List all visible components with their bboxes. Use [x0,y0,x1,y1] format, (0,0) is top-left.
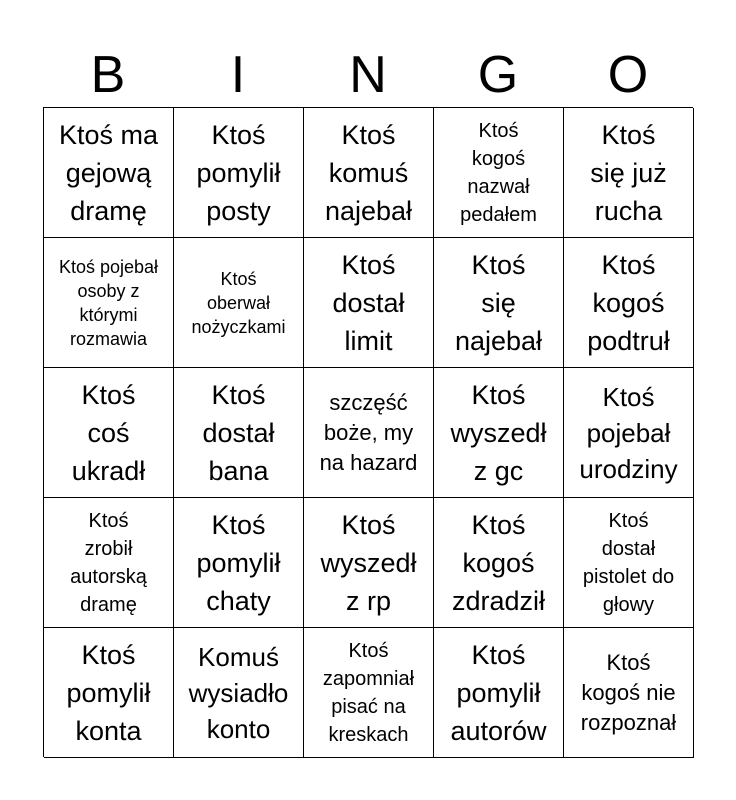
bingo-cell[interactable] [44,368,174,498]
bingo-cell[interactable] [174,628,304,758]
bingo-card-grid [43,107,693,757]
bingo-cell-text: Ktoś kogoś podtruł [587,249,670,356]
header-letter-n: N [349,46,387,104]
bingo-cell[interactable] [304,368,434,498]
bingo-cell-text: Ktoś kogoś zdradził [451,509,546,616]
bingo-cell-text: Ktoś zapomniał pisać na kreskach [322,639,415,746]
bingo-cell[interactable] [44,108,174,238]
header-letter-i: I [230,46,246,104]
bingo-cell[interactable] [564,628,694,758]
bingo-cell-text: Ktoś kogoś nazwał pedałem [460,119,537,226]
bingo-cell-text: Ktoś pojebał osoby z którymi rozmawia [58,256,159,349]
bingo-cell[interactable] [434,238,564,368]
bingo-cell-text: Ktoś zrobił autorską dramę [70,509,147,616]
bingo-cell[interactable] [564,238,694,368]
bingo-cell[interactable] [564,108,694,238]
bingo-cell[interactable] [564,368,694,498]
bingo-cell-text: Ktoś się już rucha [590,119,667,226]
bingo-cell[interactable] [174,368,304,498]
bingo-cell-text: Ktoś komuś najebał [324,119,413,226]
bingo-cell[interactable] [434,498,564,628]
bingo-cell-text: Ktoś oberwał nożyczkami [191,268,286,337]
bingo-cell-text: Ktoś dostał limit [332,249,405,356]
bingo-cell-text: Ktoś pomylił chaty [196,509,281,616]
bingo-cell-text: Ktoś pomylił autorów [450,639,547,746]
bingo-cell-text: Ktoś pojebał urodziny [579,381,678,484]
bingo-cell[interactable] [434,628,564,758]
bingo-cell-text: Ktoś coś ukradł [71,379,146,486]
bingo-cell-text: Ktoś się najebał [454,249,543,356]
bingo-cell[interactable] [44,498,174,628]
bingo-cell-text: Ktoś pomylił konta [66,639,151,746]
bingo-cell[interactable] [434,108,564,238]
bingo-cell-text: Ktoś pomylił posty [196,119,281,226]
bingo-cell[interactable] [304,498,434,628]
bingo-cell[interactable] [174,498,304,628]
header-letter-o: O [607,46,649,104]
header-letter-g: G [477,46,519,104]
bingo-cell[interactable] [44,628,174,758]
bingo-cell[interactable] [304,238,434,368]
bingo-cell[interactable] [564,498,694,628]
bingo-cell-text: Ktoś ma gejową dramę [58,119,159,226]
bingo-cell[interactable] [304,628,434,758]
bingo-cell-text: Ktoś dostał bana [202,379,275,486]
header-letter-b: B [90,46,126,104]
bingo-cell-text: Ktoś wyszedł z gc [450,379,547,486]
bingo-cell[interactable] [434,368,564,498]
bingo-header [43,44,693,106]
bingo-cell-text: szczęść boże, my na hazard [319,389,418,475]
bingo-cell[interactable] [44,238,174,368]
bingo-cell[interactable] [304,108,434,238]
bingo-cell-text: Ktoś dostał pistolet do głowy [582,509,675,616]
bingo-cell[interactable] [174,238,304,368]
bingo-cell[interactable] [174,108,304,238]
bingo-cell-text: Komuś wysiadło konto [188,641,289,744]
bingo-cell-text: Ktoś kogoś nie rozpoznał [580,649,677,735]
bingo-cell-text: Ktoś wyszedł z rp [320,509,417,616]
